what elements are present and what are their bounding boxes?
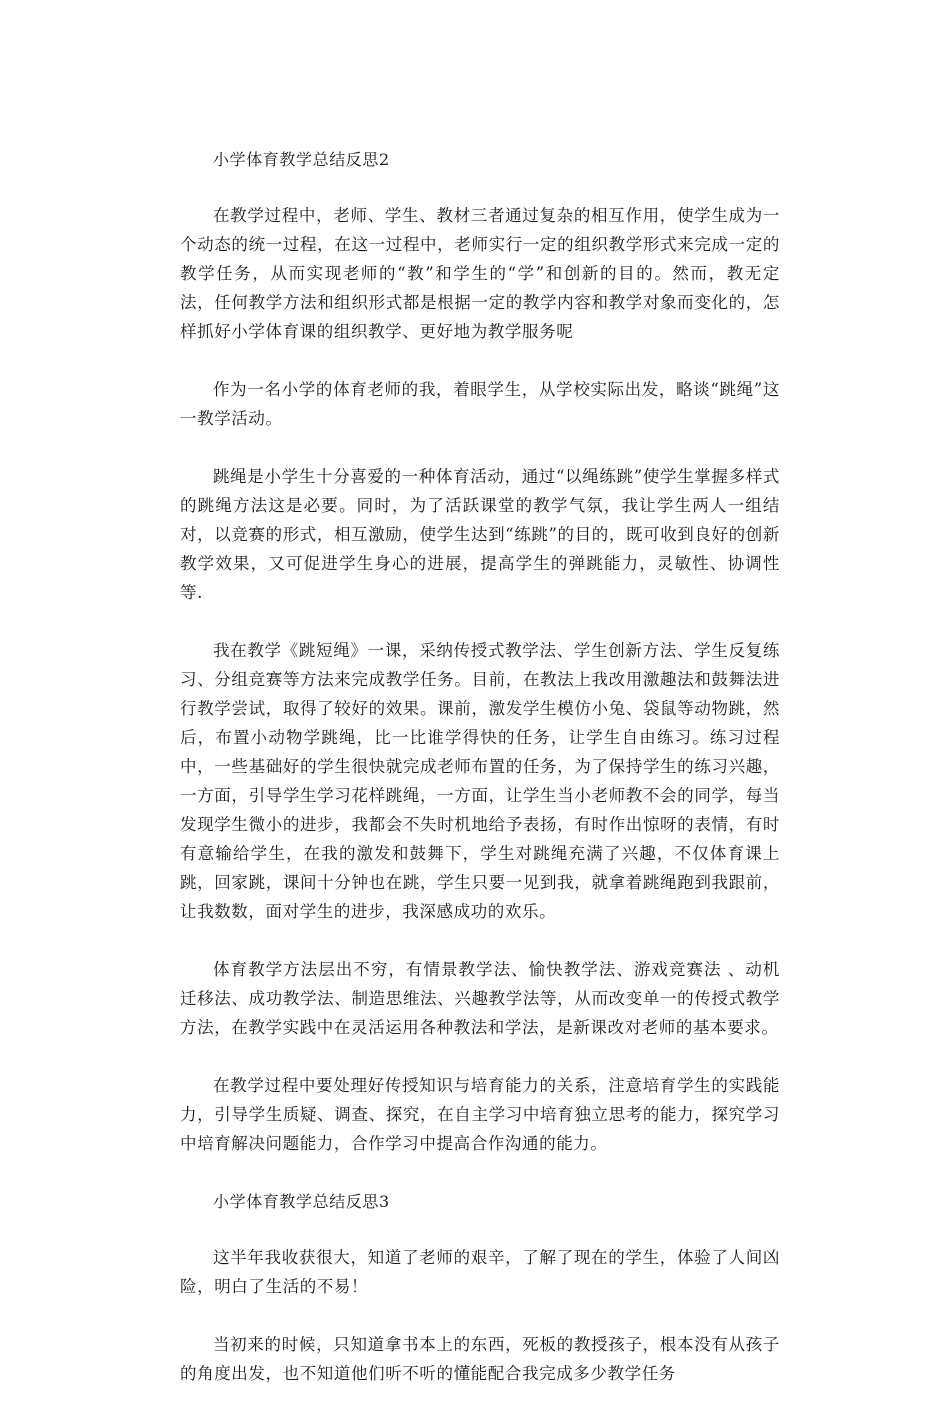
section-heading: 小学体育教学总结反思3 xyxy=(213,1192,390,1211)
paragraph: 这半年我收获很大，知道了老师的艰辛，了解了现在的学生，体验了人间凶险，明白了生活的不易！ xyxy=(180,1248,780,1296)
section-heading: 小学体育教学总结反思2 xyxy=(213,150,390,169)
paragraph: 体育教学方法层出不穷，有情景教学法、愉快教学法、游戏竞赛法 、动机迁移法、成功教学法、制造思维法、兴趣教学法等，从而改变单一的传授式教学方法，在教学实践中在灵活运用各种教法和学法，是新课改对老师的基本要求。 xyxy=(180,960,780,1037)
paragraph: 当初来的时候，只知道拿书本上的东西，死板的教授孩子，根本没有从孩子的角度出发，也不知道他们听不听的懂能配合我完成多少教学任务 xyxy=(180,1335,780,1383)
document-body xyxy=(180,145,780,1417)
paragraph: 在教学过程中，老师、学生、教材三者通过复杂的相互作用，使学生成为一个动态的统一过程，在这一过程中，老师实行一定的组织教学形式来完成一定的教学任务，从而实现老师的“教”和学生的“学”和创新的目的。然而，教无定法，任何教学方法和组织形式都是根据一定的教学内容和教学对象而变化的，怎样抓好小学体育课的组织教学、更好地为教学服务呢 xyxy=(180,206,780,341)
paragraph: 跳绳是小学生十分喜爱的一种体育活动，通过“以绳练跳”使学生掌握多样式的跳绳方法这是必要。同时，为了活跃课堂的教学气氛，我让学生两人一组结对，以竞赛的形式，相互激励，使学生达到“练跳”的目的，既可收到良好的创新教学效果，又可促进学生身心的进展，提高学生的弹跳能力，灵敏性、协调性等. xyxy=(180,467,780,602)
paragraph: 我在教学《跳短绳》一课，采纳传授式教学法、学生创新方法、学生反复练习、分组竞赛等方法来完成教学任务。目前，在教法上我改用激趣法和鼓舞法进行教学尝试，取得了较好的效果。课前，激发学生模仿小兔、袋鼠等动物跳，然后，布置小动物学跳绳，比一比谁学得快的任务，让学生自由练习。练习过程中，一些基础好的学生很快就完成老师布置的任务，为了保持学生的练习兴趣，一方面，引导学生学习花样跳绳，一方面，让学生当小老师教不会的同学，每当发现学生微小的进步，我都会不失时机地给予表扬，有时作出惊呀的表情，有时有意输给学生，在我的激发和鼓舞下，学生对跳绳充满了兴趣，不仅体育课上跳，回家跳，课间十分钟也在跳，学生只要一见到我，就拿着跳绳跑到我跟前，让我数数，面对学生的进步，我深感成功的欢乐。 xyxy=(180,641,780,921)
paragraph: 作为一名小学的体育老师的我，着眼学生，从学校实际出发，略谈“跳绳”这一教学活动。 xyxy=(180,380,780,428)
paragraph: 在教学过程中要处理好传授知识与培育能力的关系，注意培育学生的实践能力，引导学生质疑、调查、探究，在自主学习中培育独立思考的能力，探究学习中培育解决问题能力，合作学习中提高合作沟通的能力。 xyxy=(180,1076,780,1153)
